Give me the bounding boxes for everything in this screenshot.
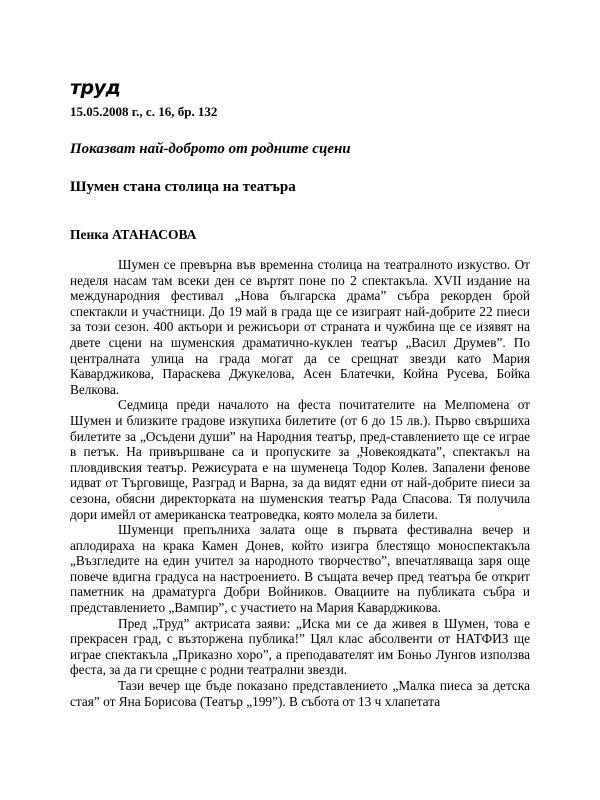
article-title: Шумен стана столица на театъра [70,179,296,195]
paragraph: Седмица преди началото на феста почитателите на Мелпомена от Шумен и близките градове изкупиха билетите (от 6 до 15 лв.). Първо свършиха билетите за „Осъдени души” на Народния театър, пред-ставлението ще се играе в петък. На привършване са и пропуските за „Човекоядката”, спектакъл на пловдивския театър. Режисурата е на шуменеца Тодор Колев. Запалени фенове идват от Търговище, Разград и Варна, за да видят едни от най-добрите пиеси за сезона, обясни директорката на шуменския театър Рада Спасова. Тя получила дори имейл от американска театроведка, която молела за билети. [70,397,530,522]
trud-logo-icon [70,78,144,100]
paragraph: Шуменци препълниха залата още в първата фестивална вечер и аплодираха на крака Камен Донев, който изигра блестящо моноспектакъла „Възгледите на един учител за народното творчество”, впечатляваща заря още повече вдигна градуса на настроението. В същата вечер пред театъра бе открит паметник на драматурга Добри Войников. Овациите на публиката събра и представлението „Вампир”, с участието на Мария Каварджикова. [70,522,530,616]
article-body [70,257,530,709]
paragraph: Пред „Труд” актрисата заяви: „Искa ми се да живея в Шумен, това е прекрасен град, с възторжена публика!” Цял клас абсолвенти от НАТФИЗ ще играе спектакъла „Приказно хоро”, а преподавателят им Боньо Лунгов използва феста, за да ги срещне с родни театрални звезди. [70,615,530,678]
article-author: Пенка АТАНАСОВА [70,227,197,242]
svg-text:труд: труд [70,78,121,99]
article [70,78,530,709]
newspaper-logo [70,78,530,100]
publication-info: 15.05.2008 г., с. 16, бр. 132 [70,104,218,119]
paragraph: Шумен се превърна във временна столица на театралното изкуство. От неделя насам там всеки ден се въртят поне по 2 спектакъла. XVII издание на международния фестивал „Нова българска драма” събра рекорден брой спектакли и участници. До 19 май в града ще се изиграят най-добрите 22 пиеси за този сезон. 400 актьори и режисьори от страната и чужбина ще се изявят на двете сцени на шуменския драматично-куклен театър „Васил Друмев”. По централната улица на града могат да се срещнат звезди като Мария Каварджикова, Параскева Джукелова, Асен Блатечки, Койна Русева, Бойка Велкова. [70,257,530,397]
article-subtitle: Показват най-доброто от родните сцени [70,141,351,157]
paragraph: Тази вечер ще бъде показано представлението „Малка пиеса за детска стая” от Яна Борисова (Театър „199”). В събота от 13 ч хлапетата [70,678,530,709]
